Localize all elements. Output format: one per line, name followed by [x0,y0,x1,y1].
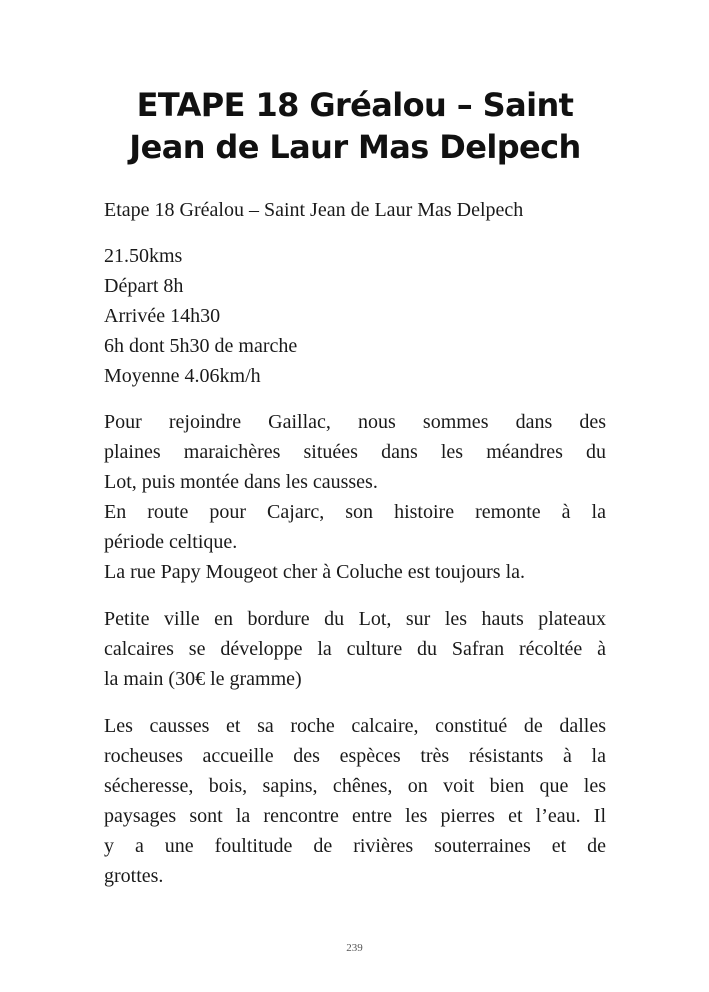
text-line: sécheresse, bois, sapins, chênes, on voit bien que les [104,775,606,797]
text-line: Pour rejoindre Gaillac, nous sommes dans des [104,411,606,433]
text-line: la main (30€ le gramme) [104,668,302,690]
text-line: période celtique. [104,531,238,553]
text-line: Petite ville en bordure du Lot, sur les hauts plateaux [104,608,606,630]
text-line: Les causses et sa roche calcaire, constitué de dalles [104,715,606,737]
paragraph-causses [104,711,606,891]
paragraph-safran [104,604,606,694]
stat-distance: 21.50kms [104,245,183,267]
title-line: ETAPE 18 Gréalou – Saint [136,86,574,124]
paragraph-gaillac-cajarc [104,407,606,587]
page-title [104,84,606,168]
stat-arrival: Arrivée 14h30 [104,305,221,327]
text-line: En route pour Cajarc, son histoire remonte à la [104,501,606,523]
stage-subtitle: Etape 18 Gréalou – Saint Jean de Laur Mas Delpech [104,199,524,221]
stat-duration: 6h dont 5h30 de marche [104,335,298,357]
text-line: paysages sont la rencontre entre les pierres et l’eau. Il [104,805,606,827]
stat-departure: Départ 8h [104,275,184,297]
text-line: La rue Papy Mougeot cher à Coluche est toujours la. [104,561,525,583]
stage-stats [104,241,606,391]
text-line: rocheuses accueille des espèces très résistants à la [104,745,606,767]
text-line: grottes. [104,865,164,887]
text-line: plaines maraichères situées dans les méandres du [104,441,606,463]
page-number: 239 [346,942,363,954]
stat-average-speed: Moyenne 4.06km/h [104,365,261,387]
text-line: Lot, puis montée dans les causses. [104,471,378,493]
text-line: y a une foultitude de rivières souterraines et de [104,835,606,857]
text-line: calcaires se développe la culture du Safran récoltée à [104,638,606,660]
title-line: Jean de Laur Mas Delpech [129,128,581,166]
